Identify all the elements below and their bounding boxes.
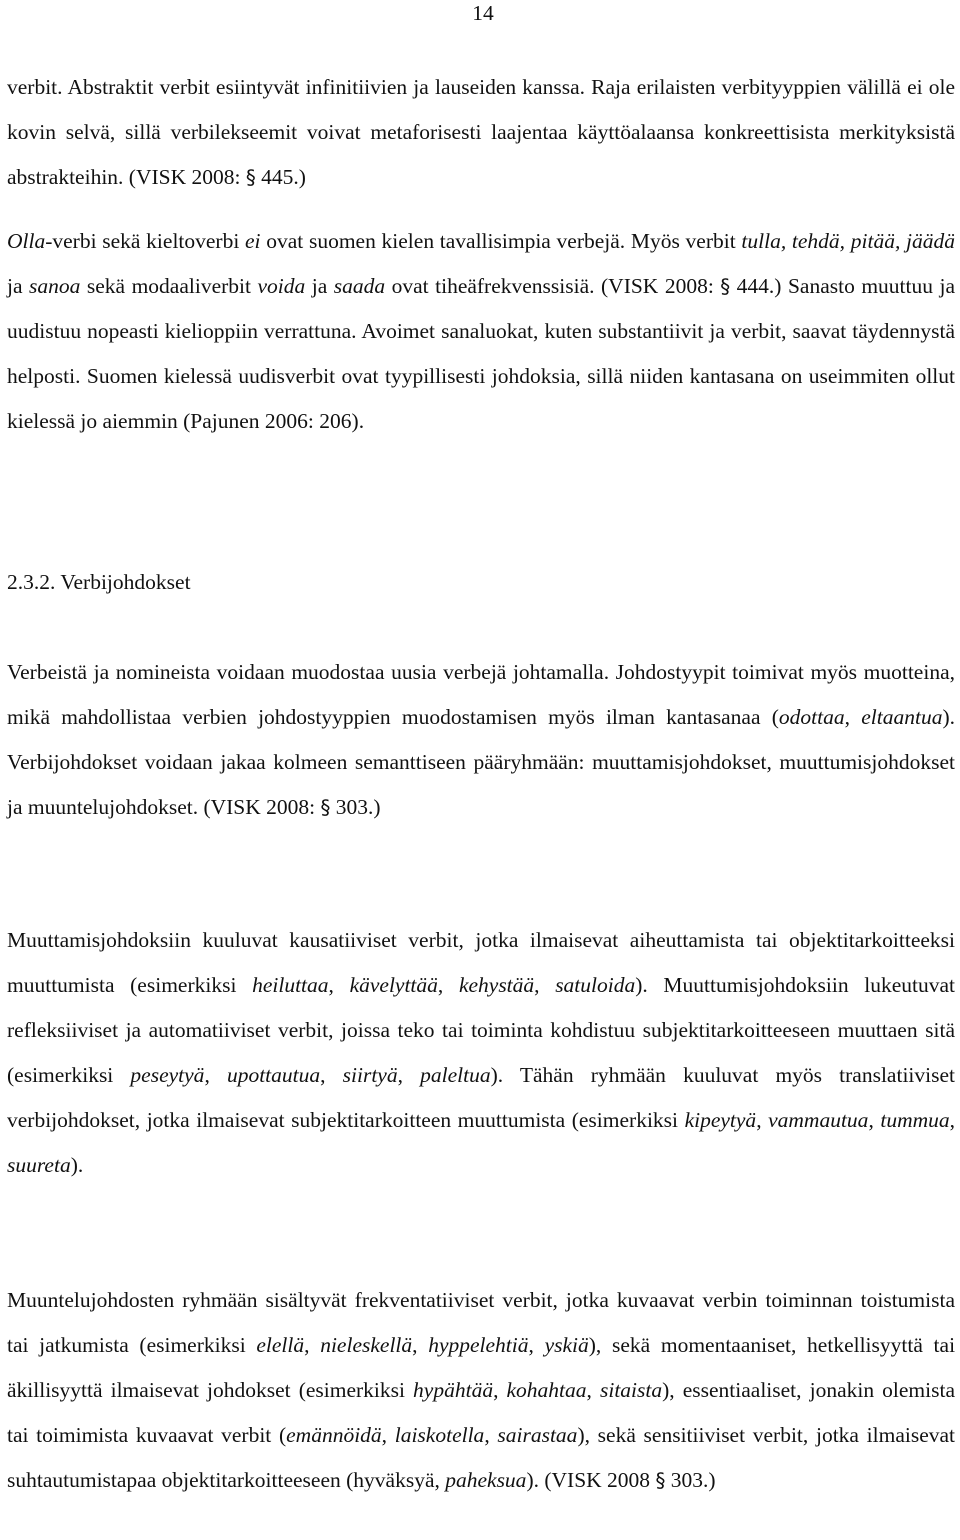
section-sign: §: [245, 166, 256, 189]
paragraph-3: Verbeistä ja nomineista voidaan muodostaa uusia verbejä johtamalla. Johdostyypit toimivat myös muotteina, mikä mahdollistaa verbien johdostyyppien muodostamisen myös ilman kantasanaa (odottaa, eltaantua). Verbijohdokset voidaan jakaa kolmeen semanttiseen pääryhmään: muuttamisjohdokset, muuttumisjohdokset ja muuntelujohdokset. (VISK 2008: § 303.): [7, 660, 956, 819]
section-sign: §: [320, 796, 331, 819]
paragraph-2: Olla-verbi sekä kieltoverbi ei ovat suomen kielen tavallisimpia verbejä. Myös verbit tulla, tehdä, pitää, jäädä ja sanoa sekä modaaliverbit voida ja saada ovat tiheäfrekvenssisiä. (VISK 2008: § 444.) Sanasto muuttuu ja uudistuu nopeasti kielioppiin verrattuna. Avoimet sanaluokat, kuten substantiivit ja verbit, saavat täydennystä helposti. Suomen kielessä uudisverbit ovat tyypillisesti johdoksia, sillä niiden kantasana on useimmiten ollut kielessä jo aiemmin (Pajunen 2006: 206).: [7, 229, 955, 433]
section-heading: 2.3.2. Verbijohdokset: [7, 570, 191, 594]
section-sign: §: [720, 275, 731, 298]
paragraph-4: Muuttamisjohdoksiin kuuluvat kausatiiviset verbit, jotka ilmaisevat aiheuttamista tai objektitarkoitteeksi muuttumista (esimerkiksi heiluttaa, kävelyttää, kehystää, satuloida). Muuttumisjohdoksiin lukeutuvat refleksiiviset ja automatiiviset verbit, joissa teko tai toiminta kohdistuu subjektitarkoitteeseen muuttaen sitä (esimerkiksi peseytyä, upottautua, siirtyä, paleltua). Tähän ryhmään kuuluvat myös translatiiviset verbijohdokset, jotka ilmaisevat subjektitarkoitteen muuttumista (esimerkiksi kipeytyä, vammautua, tummua, suureta).: [7, 928, 956, 1177]
page-number: 14: [472, 1, 494, 25]
paragraph-1: verbit. Abstraktit verbit esiintyvät infinitiivien ja lauseiden kanssa. Raja erilaisten verbityyppien välillä ei ole kovin selvä, sillä verbilekseemit voivat metaforisesti laajentaa käyttöalaansa konkreettisista merkityksistä abstrakteihin. (VISK 2008: § 445.): [7, 75, 955, 189]
paragraph-5: Muuntelujohdosten ryhmään sisältyvät frekventatiiviset verbit, jotka kuvaavat verbin toiminnan toistumista tai jatkumista (esimerkiksi elellä, nieleskellä, hyppelehtiä, yskiä), sekä momentaaniset, hetkellisyyttä tai äkillisyyttä ilmaisevat johdokset (esimerkiksi hypähtää, kohahtaa, sitaista), essentiaaliset, jonakin olemista tai toimimista kuvaavat verbit (emännöidä, laiskotella, sairastaa), sekä sensitiiviset verbit, jotka ilmaisevat suhtautumistapaa objektitarkoitteeseen (hyväksyä, paheksua). (VISK 2008 § 303.): [7, 1288, 956, 1492]
section-sign: §: [655, 1469, 666, 1492]
